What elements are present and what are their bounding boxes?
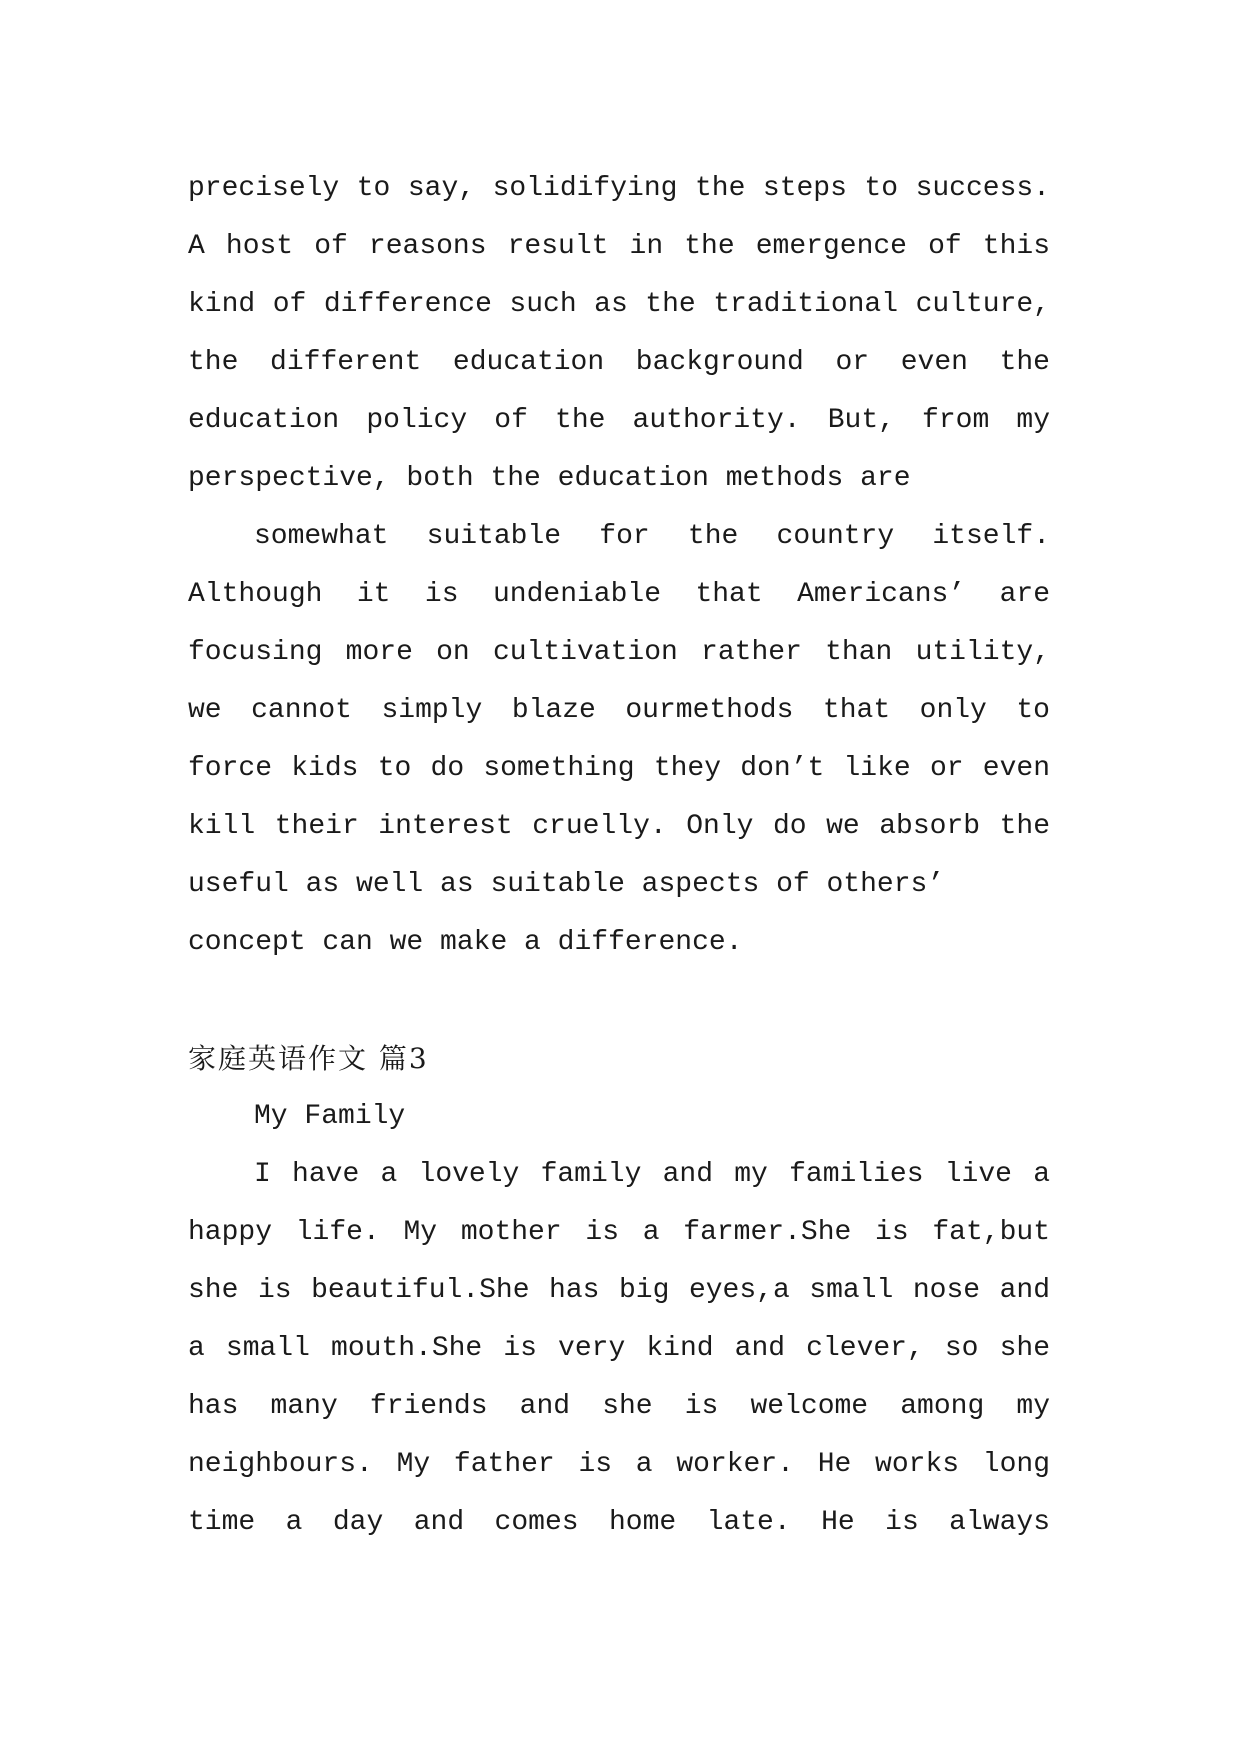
text-line: Although it is undeniable that Americans’ are <box>188 579 1050 610</box>
section-heading: 家庭英语作文 篇3 <box>188 1042 429 1075</box>
text-line: precisely to say, solidifying the steps to success. <box>188 173 1050 204</box>
paragraph-2 <box>188 508 1050 972</box>
text-line: education policy of the authority. But, from my <box>188 405 1050 436</box>
essay-paragraph <box>188 1146 1050 1552</box>
text-line: we cannot simply blaze ourmethods that only to <box>188 695 1050 726</box>
text-line: kind of difference such as the traditional culture, <box>188 289 1050 320</box>
text-line: has many friends and she is welcome among my <box>188 1391 1050 1422</box>
text-line: focusing more on cultivation rather than utility, <box>188 637 1050 668</box>
text-line: she is beautiful.She has big eyes,a small nose and <box>188 1275 1050 1306</box>
text-line: kill their interest cruelly. Only do we absorb the <box>188 811 1050 842</box>
text-line: A host of reasons result in the emergence of this <box>188 231 1050 262</box>
text-line: a small mouth.She is very kind and clever, so she <box>188 1333 1050 1364</box>
text-line: time a day and comes home late. He is always <box>188 1507 1050 1538</box>
paragraph-1 <box>188 160 1050 508</box>
text-line: happy life. My mother is a farmer.She is fat,but <box>188 1217 1050 1248</box>
text-line: neighbours. My father is a worker. He works long <box>188 1449 1050 1480</box>
spacer <box>188 972 1050 1030</box>
text-line: the different education background or even the <box>188 347 1050 378</box>
essay-title: My Family <box>254 1101 406 1132</box>
text-line: I have a lovely family and my families live a <box>254 1159 1050 1190</box>
text-line: somewhat suitable for the country itself. <box>254 521 1050 552</box>
text-line: concept can we make a difference. <box>188 927 743 958</box>
document-page <box>188 160 1050 1552</box>
text-line: force kids to do something they don’t like or even <box>188 753 1050 784</box>
text-line: useful as well as suitable aspects of others’ <box>188 869 945 900</box>
text-line: perspective, both the education methods are <box>188 463 911 494</box>
